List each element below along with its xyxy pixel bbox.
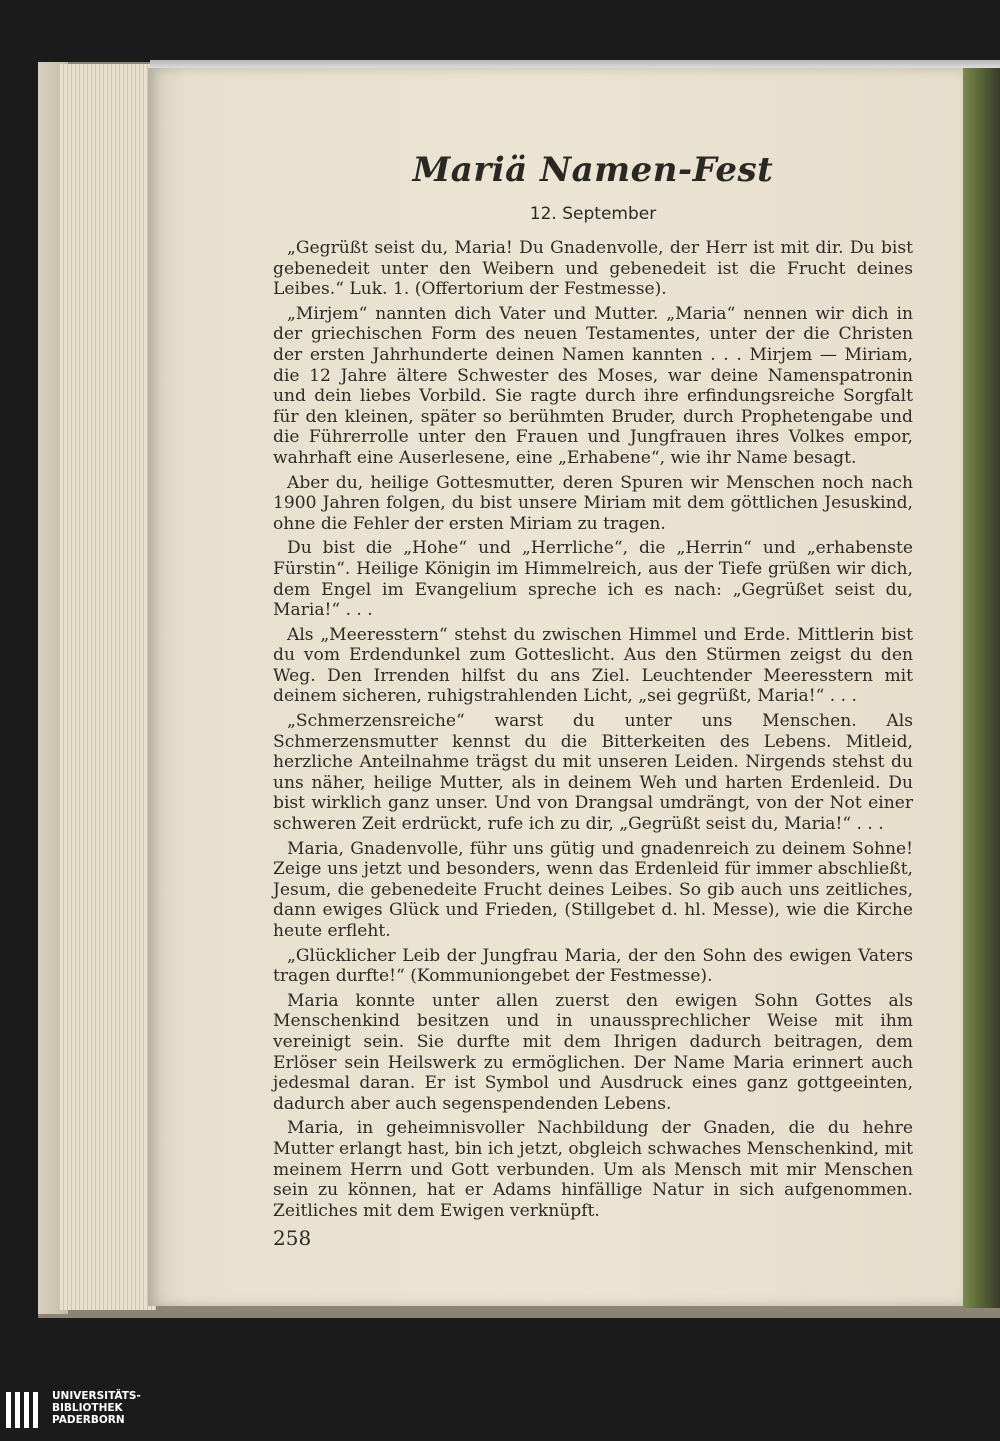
logo-line-1: UNIVERSITÄTS- (52, 1390, 141, 1402)
feast-date: 12. September (529, 204, 657, 224)
logo-line-3: PADERBORN (52, 1414, 125, 1426)
library-logo-text (52, 1390, 141, 1426)
paragraph: „Glücklicher Leib der Jungfrau Maria, der den Sohn des ewigen Vaters tragen durfte!“ (Kommuniongebet der Festmesse). (273, 945, 913, 987)
opposite-page-edge (962, 68, 1000, 1308)
page-title: Mariä Namen-Fest (412, 150, 774, 190)
paragraph: Du bist die „Hohe“ und „Herrliche“, die „Herrin“ und „erhabenste Fürstin“. Heilige Königin im Himmelreich, aus der Tiefe grüßen wir dich, dem Engel im Evangelium spreche ich es nach: „Gegrüßet seist du, Maria!“ . . . (273, 538, 913, 621)
library-logo (6, 1390, 206, 1430)
paragraph: Maria, in geheimnisvoller Nachbildung der Gnaden, die du hehre Mutter erlangt hast, bin ich jetzt, obgleich schwaches Menschenkind, mit meinem Herrn und Gott verbunden. Um als Mensch mit mir Menschen sein zu können, hat er Adams hinfällige Natur in sich aufgenommen. Zeitliches mit dem Ewigen verknüpft. (273, 1118, 913, 1221)
paragraph: „Gegrüßt seist du, Maria! Du Gnadenvolle, der Herr ist mit dir. Du bist gebenedeit unter den Weibern und gebenedeit ist die Frucht deines Leibes.“ Luk. 1. (Offertorium der Festmesse). (273, 238, 913, 300)
page-content (273, 150, 913, 1225)
page-stack (60, 64, 156, 1310)
paragraph: Als „Meeresstern“ stehst du zwischen Himmel und Erde. Mittlerin bist du vom Erdendunkel zum Gotteslicht. Aus den Stürmen zeigst du den Weg. Den Irrenden hilfst du ans Ziel. Leuchtender Meeresstern mit deinem sicheren, ruhigstrahlenden Licht, „sei gegrüßt, Maria!“ . . . (273, 624, 913, 707)
library-logo-icon (6, 1392, 46, 1428)
paragraph: „Mirjem“ nannten dich Vater und Mutter. „Maria“ nennen wir dich in der griechischen Form des neuen Testamentes, unter der die Christen der ersten Jahrhunderte deinen Namen kannten . . . Mirjem — Miriam, die 12 Jahre ältere Schwester des Moses, war deine Namenspatronin und dein liebes Vorbild. Sie ragte durch ihre erfindungsreiche Sorgfalt für den kleinen, später so berühmten Bruder, durch Prophetengabe und die Führerrolle unter den Frauen und Jungfrauen ihres Volkes empor, wahrhaft eine Auserlesene, eine „Erhabene“, wie ihr Name besagt. (273, 303, 913, 468)
page-number: 258 (273, 1226, 312, 1250)
paragraph: Aber du, heilige Gottesmutter, deren Spuren wir Menschen noch nach 1900 Jahren folgen, du bist unsere Miriam mit dem göttlichen Jesuskind, ohne die Fehler der ersten Miriam zu tragen. (273, 472, 913, 534)
paragraph: Maria konnte unter allen zuerst den ewigen Sohn Gottes als Menschenkind besitzen und in unaussprechlicher Weise mit ihm vereinigt sein. Sie durfte mit dem Ihrigen dadurch beitragen, dem Erlöser sein Heilswerk zu ermöglichen. Der Name Maria erinnert auch jedesmal daran. Er ist Symbol und Ausdruck eines ganz gottgeeinten, dadurch aber auch segenspendenden Lebens. (273, 990, 913, 1114)
paragraph: Maria, Gnadenvolle, führ uns gütig und gnadenreich zu deinem Sohne! Zeige uns jetzt und besonders, wenn das Erdenleid für immer abschließt, Jesum, die gebenedeite Frucht deines Leibes. So gib auch uns zeitliches, dann ewiges Glück und Frieden, (Stillgebet d. hl. Messe), wie die Kirche heute erfleht. (273, 838, 913, 941)
paragraph: „Schmerzensreiche“ warst du unter uns Menschen. Als Schmerzensmutter kennst du die Bitterkeiten des Lebens. Mitleid, herzliche Anteilnahme trägst du mit unseren Leiden. Nirgends stehst du uns näher, heilige Mutter, als in deinem Weh und harten Erdenleid. Du bist wirklich ganz unser. Und von Drangsal umdrängt, von der Not einer schweren Zeit erdrückt, rufe ich zu dir, „Gegrüßt seist du, Maria!“ . . . (273, 711, 913, 835)
logo-line-2: BIBLIOTHEK (52, 1402, 123, 1414)
